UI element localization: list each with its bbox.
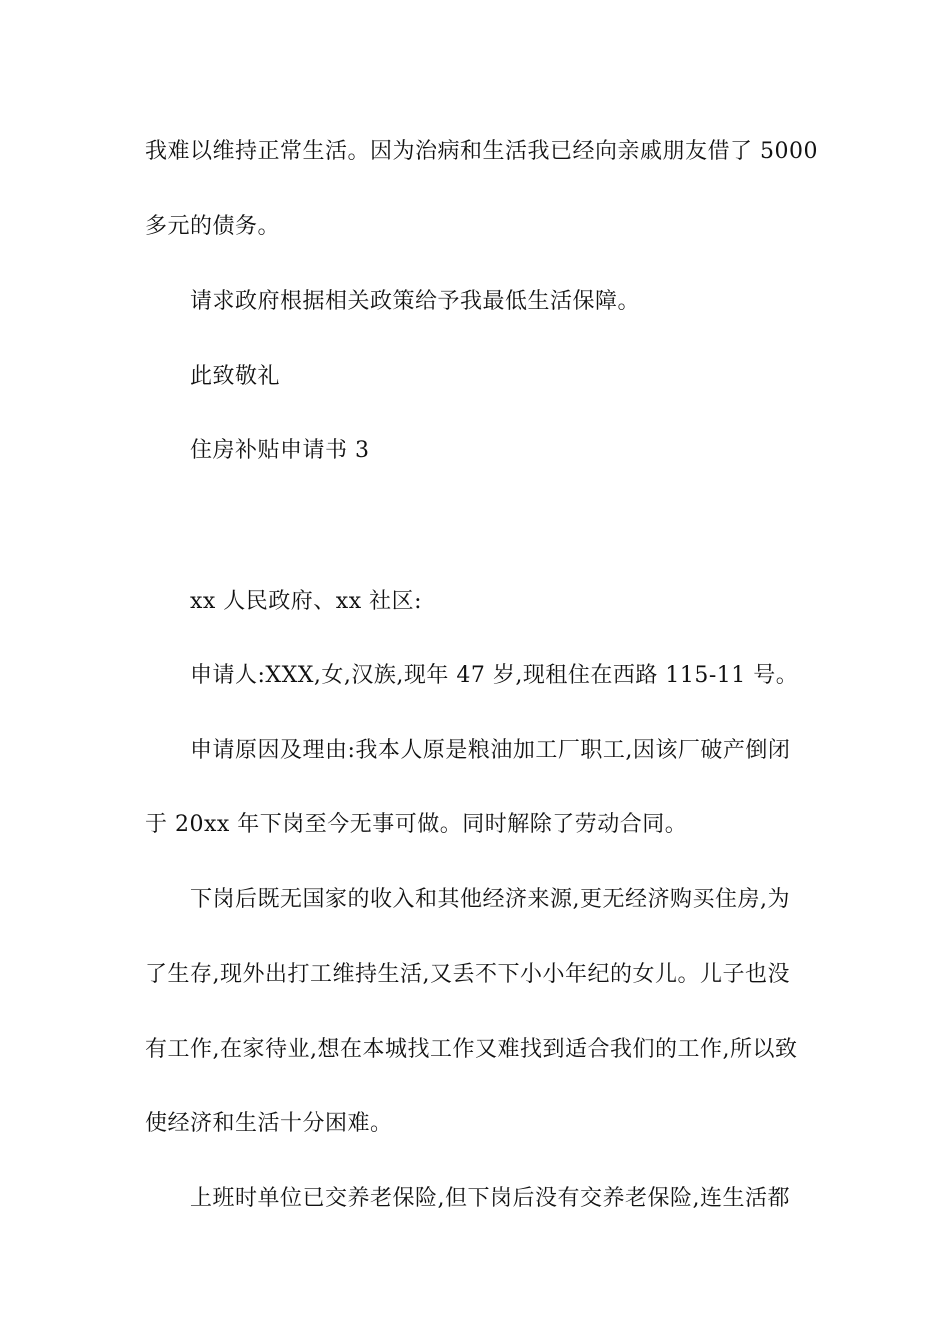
salutation: xx 人民政府、xx 社区: xyxy=(190,589,423,614)
text-line: 此致敬礼 xyxy=(190,364,281,389)
text-line: 有工作,在家待业,想在本城找工作又难找到适合我们的工作,所以致 xyxy=(145,1037,798,1062)
section-title: 住房补贴申请书 3 xyxy=(190,438,370,463)
text-line: 我难以维持正常生活。因为治病和生活我已经向亲戚朋友借了 5000 xyxy=(145,139,818,164)
text-line: 申请原因及理由:我本人原是粮油加工厂职工,因该厂破产倒闭 xyxy=(190,738,791,763)
text-line: 于 20xx 年下岗至今无事可做。同时解除了劳动合同。 xyxy=(145,812,688,837)
text-line: 使经济和生活十分困难。 xyxy=(145,1111,393,1136)
text-line: 上班时单位已交养老保险,但下岗后没有交养老保险,连生活都 xyxy=(190,1186,790,1211)
text-line: 多元的债务。 xyxy=(145,214,281,239)
text-line: 了生存,现外出打工维持生活,又丢不下小小年纪的女儿。儿子也没 xyxy=(145,962,790,987)
text-line: 申请人:XXX,女,汉族,现年 47 岁,现租住在西路 115-11 号。 xyxy=(190,663,799,688)
text-line: 请求政府根据相关政策给予我最低生活保障。 xyxy=(190,289,641,314)
text-line: 下岗后既无国家的收入和其他经济来源,更无经济购买住房,为 xyxy=(190,887,790,912)
